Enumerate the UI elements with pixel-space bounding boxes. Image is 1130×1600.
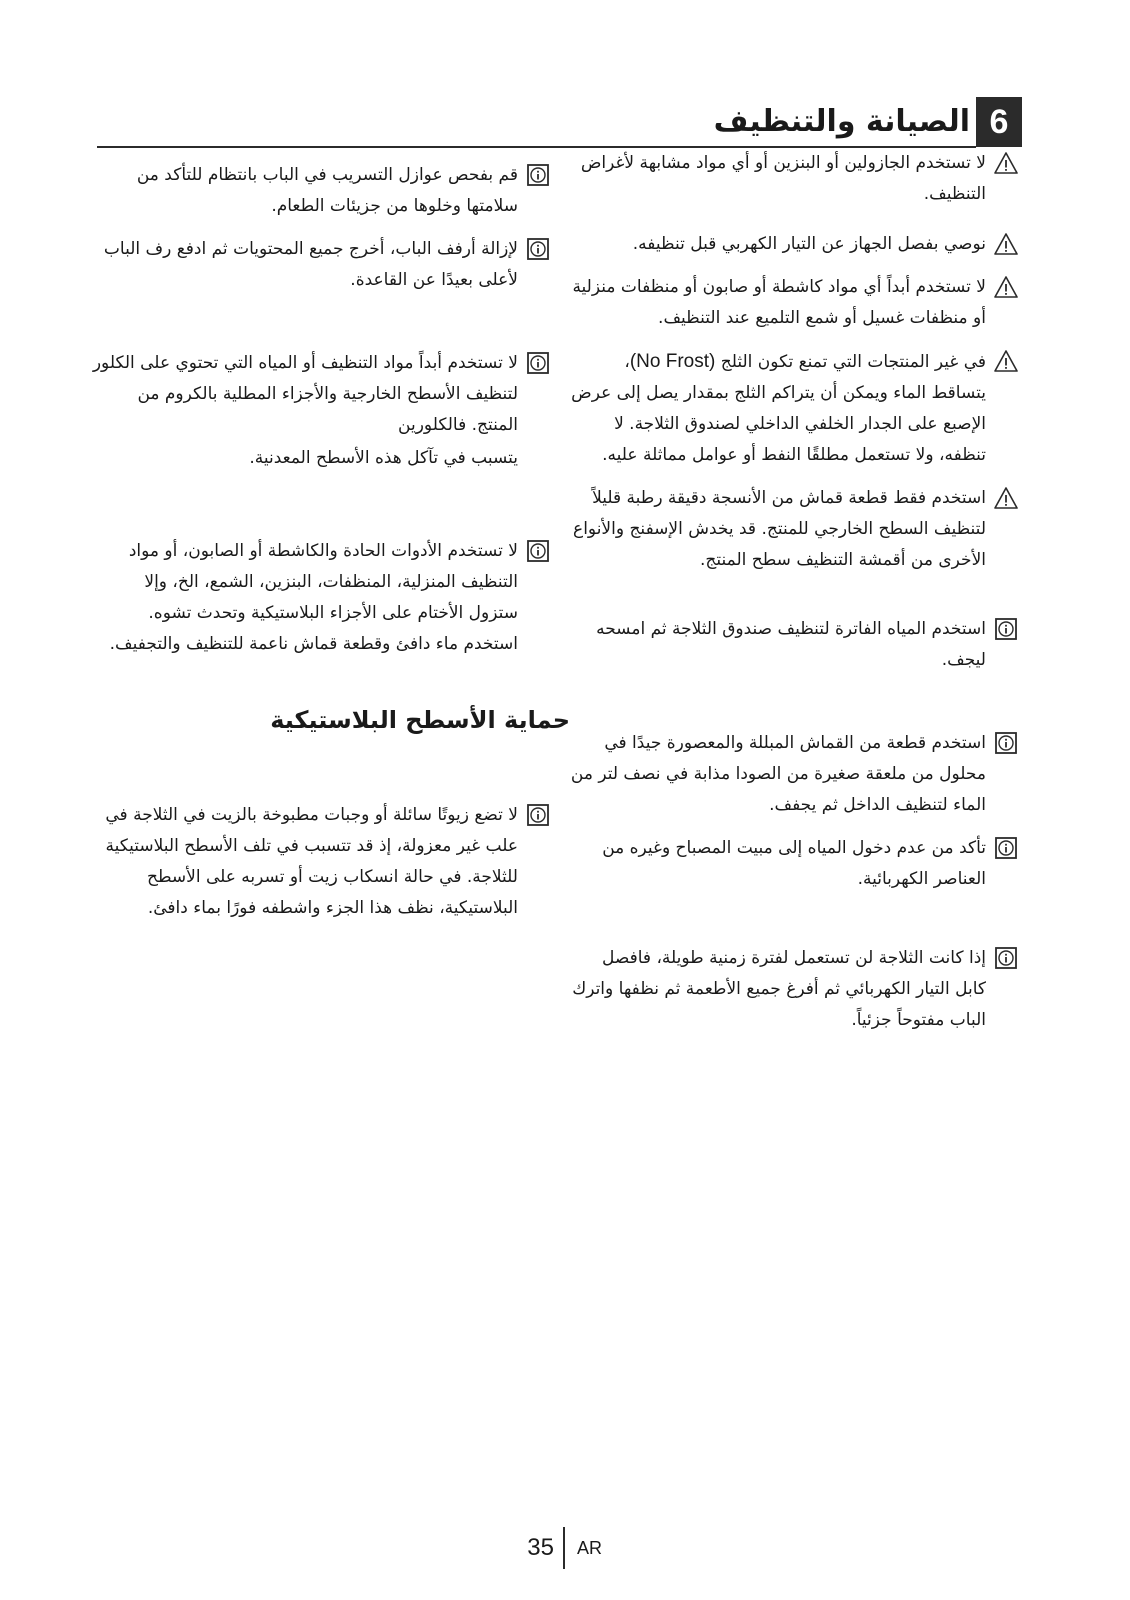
list-item [566,833,1018,895]
list-item [566,943,1018,1036]
item-text: لا تستخدم الجازولين أو البنزين أو أي مواد مشابهة لأغراض التنظيف. [580,153,986,204]
list-item [566,272,1018,334]
item-continuation-text: يتسبب في تآكل هذه الأسطح المعدنية. [249,448,518,468]
language-code: AR [577,1538,603,1558]
warning-icon [994,349,1018,373]
list-item [566,614,1018,676]
item-text: لإزالة أرفف الباب، أخرج جميع المحتويات ثم ادفع رف الباب لأعلى بعيدًا عن القاعدة. [103,239,518,290]
list-item [90,800,550,924]
item-text: تأكد من عدم دخول المياه إلى مبيت المصباح وغيره من العناصر الكهربائية. [602,838,986,889]
item-text: نوصي بفصل الجهاز عن التيار الكهربي قبل تنظيفه. [632,234,986,254]
info-icon [526,803,550,827]
list-item [90,536,550,660]
list-item [566,483,1018,576]
page-number: 35 [527,1534,554,1561]
warning-icon [994,232,1018,256]
list-item [566,346,1018,471]
item-text-part: ، يتساقط الماء ويمكن أن يتراكم الثلج بمقدار يصل إلى عرض الإصبع على الجدار الخلفي الداخلي لصندوق الثلاجة. لا تنظفه، ولا تستعمل مطلقًا النفط أو عوامل مماثلة عليه. [571,352,986,465]
info-icon [994,617,1018,641]
item-text-part: في غير المنتجات التي تمنع تكون الثلج [715,352,986,372]
warning-icon [994,486,1018,510]
section-number-badge: 6 [976,97,1022,147]
no-frost-label: (No Frost) [629,351,716,372]
list-item [90,348,550,441]
warning-icon [994,275,1018,299]
info-icon [994,836,1018,860]
left-column [90,160,570,924]
list-item [90,234,550,296]
list-item [566,229,1018,260]
section-title: الصيانة والتنظيف [713,104,970,139]
warning-icon [994,151,1018,175]
item-text: استخدم فقط قطعة قماش من الأنسجة دقيقة رطبة قليلاً لتنظيف السطح الخارجي للمنتج. قد يخدش الإسفنج والأنواع الأخرى من أقمشة التنظيف سطح المنتج. [573,488,986,570]
item-text: قم بفحص عوازل التسريب في الباب بانتظام للتأكد من سلامتها وخلوها من جزيئات الطعام. [136,165,518,216]
list-item [566,728,1018,821]
item-text: لا تستخدم أبداً أي مواد كاشطة أو صابون أو منظفات منزلية أو منظفات غسيل أو شمع التلميع عند التنظيف. [572,277,986,328]
info-icon [526,163,550,187]
info-icon [526,351,550,375]
list-item [90,160,550,222]
item-text: استخدم قطعة من القماش المبللة والمعصورة جيدًا في محلول من ملعقة صغيرة من الصودا مذابة في نصف لتر من الماء لتنظيف الداخل ثم يجفف. [570,733,986,815]
item-text [566,346,986,471]
right-column [566,148,1018,1036]
item-text: لا تضع زيوتًا سائلة أو وجبات مطبوخة بالزيت في الثلاجة في علب غير معزولة، إذ قد تتسبب في تلف الأسطح البلاستيكية للثلاجة. في حالة انسكاب زيت أو تسربه على الأسطح البلاستيكية، نظف هذا الجزء واشطفه فورًا بماء دافئ. [105,805,518,918]
subsection-heading: حماية الأسطح البلاستيكية [270,706,570,734]
item-text: إذا كانت الثلاجة لن تستعمل لفترة زمنية طويلة، فافصل كابل التيار الكهربائي ثم أفرغ جميع الأطعمة ثم نظفها واترك الباب مفتوحاً جزئياً. [572,948,986,1030]
item-text: لا تستخدم الأدوات الحادة والكاشطة أو الصابون، أو مواد التنظيف المنزلية، المنظفات، البنزين، الشمع، الخ، وإلا ستزول الأختام على الأجزاء البلاستيكية وتحدث تشوه. استخدم ماء دافئ وقطعة قماش ناعمة للتنظيف والتجفيف. [109,541,518,654]
info-icon [994,946,1018,970]
item-text: لا تستخدم أبداً مواد التنظيف أو المياه التي تحتوي على الكلور لتنظيف الأسطح الخارجية والأجزاء المطلية بالكروم من المنتج. فالكلورين [92,353,518,435]
info-icon [526,237,550,261]
footer-divider [563,1527,565,1569]
item-text: استخدم المياه الفاترة لتنظيف صندوق الثلاجة ثم امسحه ليجف. [596,619,986,670]
info-icon [526,539,550,563]
list-item [566,148,1018,210]
info-icon [994,731,1018,755]
